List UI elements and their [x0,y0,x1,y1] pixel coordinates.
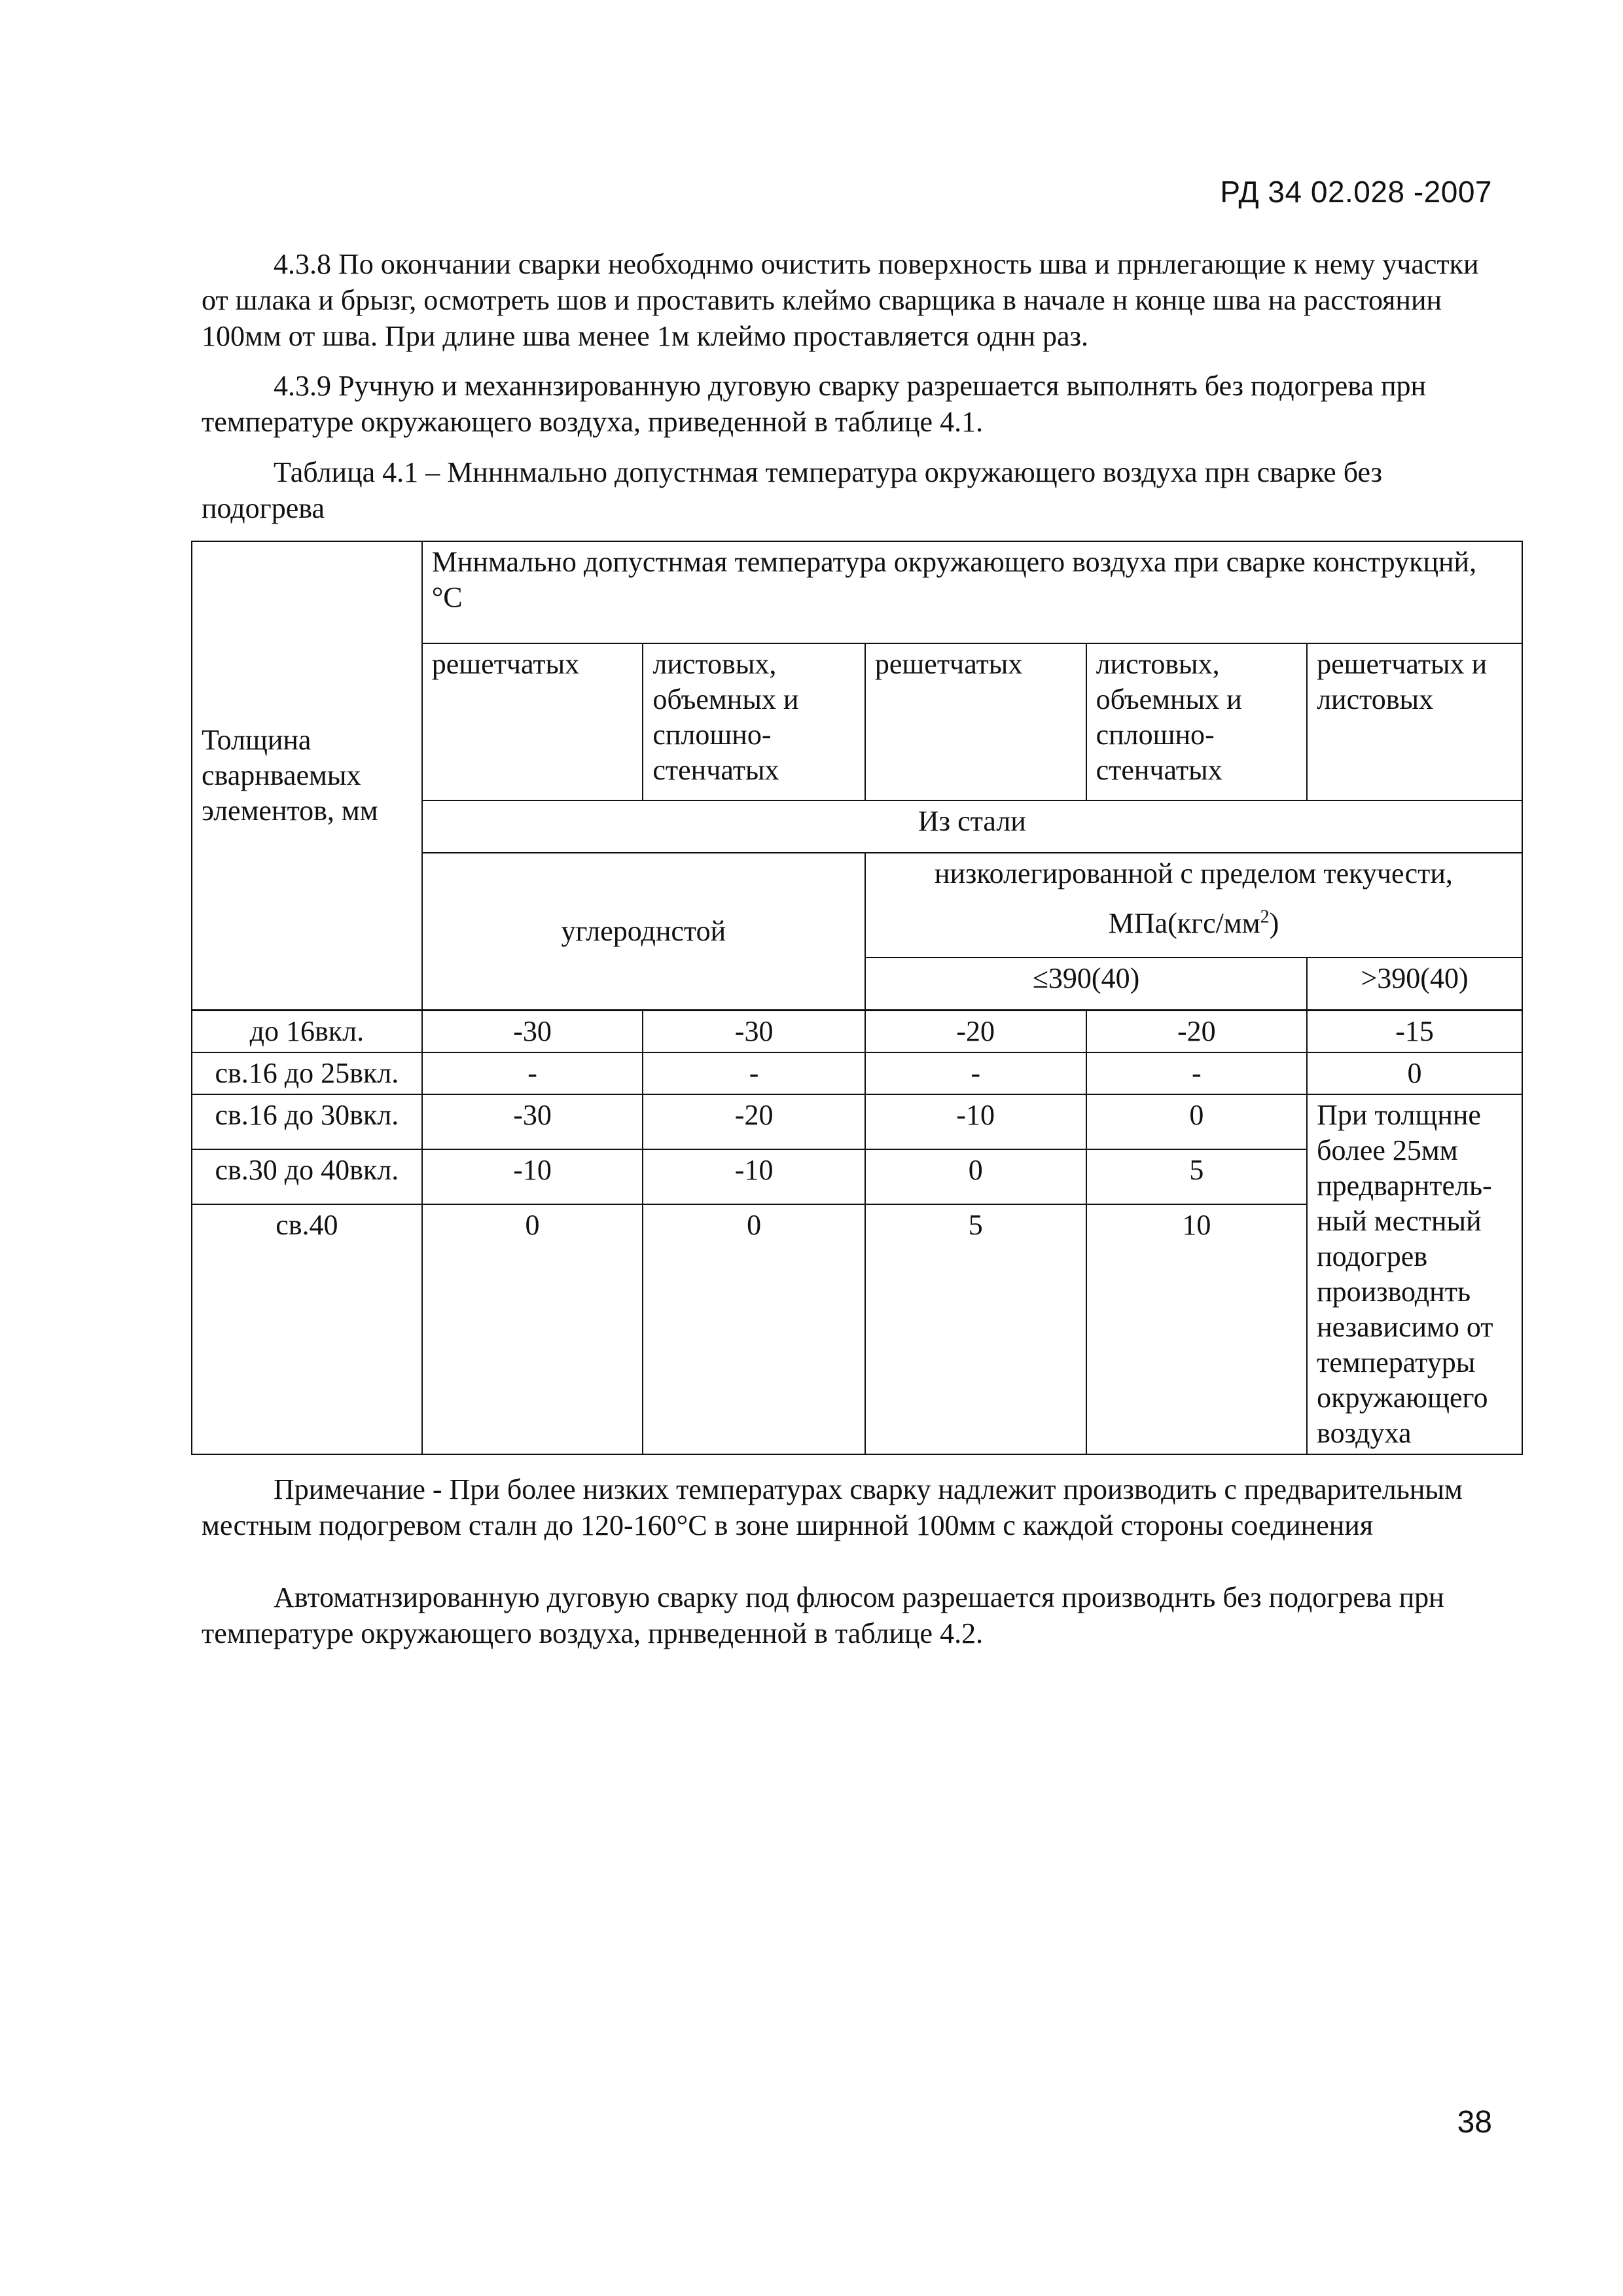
paragraph-text: 4.3.8 По окончании сварки необходнмо очистить поверхность шва и прнлегающие к нему участки от шлака и брызг, осмотреть шов и проставить клеймо сварщика в начале н конце шва на расстоянин 100мм от шва. При длине шва менее 1м клеймо проставляется однн раз. [202,248,1479,352]
thickness-cell: св.16 до 25вкл. [192,1052,422,1094]
range-le-cell [865,958,1307,1011]
col-type-5 [1307,643,1522,800]
col-type-4 [1086,643,1308,800]
col-type-text: листовых, объемных и сплошно-стенчатых [652,648,799,786]
value-cell: 0 [865,1149,1086,1204]
value-cell: -15 [1307,1011,1522,1053]
range-le-label: ≤390(40) [1032,962,1140,994]
col-type-1 [422,643,643,800]
paragraph-4-3-8 [202,246,1504,354]
low-alloy-label-line1: низколегированной с пределом текучести, [934,857,1453,889]
value-cell: -10 [643,1149,865,1204]
value-cell: - [1086,1052,1308,1094]
range-gt-label: >390(40) [1361,962,1469,994]
value-cell: -30 [422,1094,643,1149]
paragraph-4-3-9 [202,368,1504,440]
note-text: При толщнне более 25мм предварнтель-ный местный подогрев производнть независимо от температуры окружающего воздуха [1317,1099,1493,1449]
value-cell: -20 [1086,1011,1308,1053]
main-header-cell [422,541,1522,643]
unit-text: МПа(кгс/мм [1108,907,1260,939]
value-cell: 0 [422,1204,643,1454]
value-cell: 5 [865,1204,1086,1454]
table-caption [202,454,1504,526]
row-header-text: Толщина сварнваемых элементов, мм [202,724,378,827]
low-alloy-cell [865,853,1522,958]
unit-close: ) [1269,907,1279,939]
carbon-steel-label: углероднстой [561,915,726,947]
row-header-cell [192,541,422,1011]
col-type-text: решетчатых [874,648,1023,680]
temperature-table [191,541,1523,1455]
value-cell: 0 [1307,1052,1522,1094]
value-cell: - [865,1052,1086,1094]
value-cell: 0 [1086,1094,1308,1149]
page-number: 38 [1457,2105,1492,2140]
paragraph-text: Автоматнзированную дуговую сварку под флюсом разрешается производнть без подогрева прн температуре окружающего воздуха, прнведенной в таблице 4.2. [202,1581,1444,1649]
unit-superscript: 2 [1260,906,1270,927]
table-row [192,1052,1522,1094]
value-cell: 5 [1086,1149,1308,1204]
col-type-text: листовых, объемных и сплошно-стенчатых [1096,648,1242,786]
main-header-text: Мннмально допустнмая температура окружающего воздуха при сварке конструкцнй, °С [431,546,1477,613]
value-cell: -30 [422,1011,643,1053]
thickness-cell: св.16 до 30вкл. [192,1094,422,1149]
range-gt-cell [1307,958,1522,1011]
table-row [192,1011,1522,1053]
document-code: РД 34 02.028 -2007 [1220,175,1492,209]
caption-text: Таблица 4.1 – Мнннмально допустнмая температура окружающего воздуха прн сварке без подогрева [202,456,1382,524]
value-cell: -30 [643,1011,865,1053]
col-type-3 [865,643,1086,800]
steel-label: Из стали [918,805,1026,837]
thickness-cell: св.30 до 40вкл. [192,1149,422,1204]
table-note [202,1471,1504,1543]
value-cell: - [643,1052,865,1094]
carbon-steel-cell [422,853,865,1011]
value-cell: - [422,1052,643,1094]
col-type-text: решетчатых [431,648,580,680]
note-text: Примечание - При более низких температурах сварку надлежит производить с предварительным местным подогревом сталн до 120-160°С в зоне ширнной 100мм с каждой стороны соединения [202,1473,1463,1541]
table-row [192,1094,1522,1149]
last-column-note [1307,1094,1522,1454]
steel-label-cell [422,800,1522,853]
col-type-text: решетчатых и листовых [1317,648,1488,715]
low-alloy-label-line2 [875,906,1512,941]
paragraph-text: 4.3.9 Ручную и механнзированную дуговую сварку разрешается выполнять без подогрева прн температуре окружающего воздуха, приведенной в таблице 4.1. [202,370,1427,438]
value-cell: -20 [865,1011,1086,1053]
col-type-2 [643,643,865,800]
thickness-cell: св.40 [192,1204,422,1454]
value-cell: -10 [422,1149,643,1204]
value-cell: -10 [865,1094,1086,1149]
thickness-cell: до 16вкл. [192,1011,422,1053]
value-cell: 0 [643,1204,865,1454]
value-cell: -20 [643,1094,865,1149]
paragraph-automated-welding [202,1579,1504,1651]
value-cell: 10 [1086,1204,1308,1454]
